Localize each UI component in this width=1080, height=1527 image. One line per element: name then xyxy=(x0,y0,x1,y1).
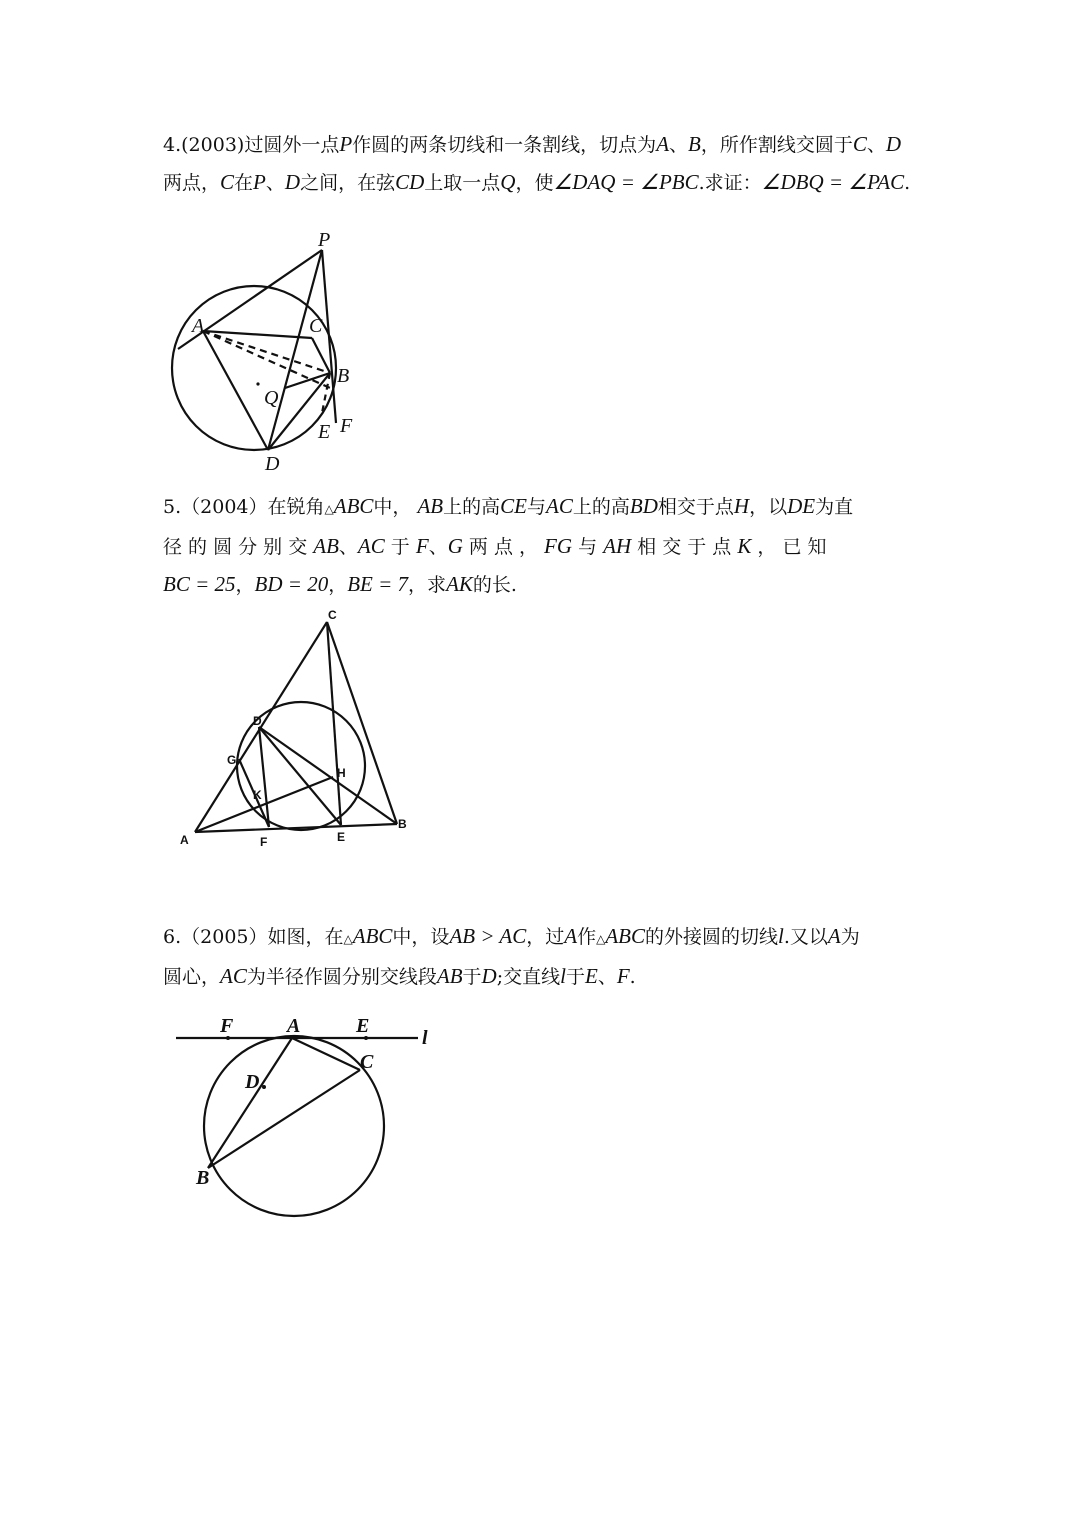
label-D: D xyxy=(245,1071,260,1093)
side-AB xyxy=(208,1038,292,1168)
label-C: C xyxy=(309,315,323,337)
problem-5-line-3: BC = 25，BD = 20，BE = 7，求AK的长. xyxy=(163,572,517,596)
label-P: P xyxy=(318,229,331,251)
label-E: E xyxy=(356,1015,370,1037)
label-l: l xyxy=(422,1027,428,1049)
problem-6-text xyxy=(163,918,923,996)
secant-PD xyxy=(268,250,322,450)
geometry-figure-5 xyxy=(175,592,420,864)
label-E: E xyxy=(337,830,346,844)
label-C: C xyxy=(328,608,337,622)
altitude-CE xyxy=(327,622,341,825)
geometry-figure-4 xyxy=(170,228,380,480)
segment-CB xyxy=(312,338,330,373)
problem-5-text xyxy=(163,488,923,604)
circumcircle xyxy=(204,1036,384,1216)
point-D xyxy=(262,1085,266,1089)
segment-DF xyxy=(259,727,269,827)
figure-problem-4 xyxy=(170,228,380,480)
label-A: A xyxy=(287,1015,301,1037)
label-Q: Q xyxy=(264,387,279,409)
figure-problem-5 xyxy=(175,592,420,864)
problem-4-text: 4.(2003)过圆外一点P作圆的两条切线和一条割线，切点为A、B，所作割线交圆于C、D 两点，C在P、D之间，在弦CD上取一点Q，使∠DAQ = ∠PBC.求证：∠DBQ = ∠PAC. xyxy=(163,132,911,194)
label-F: F xyxy=(260,835,268,849)
figure-problem-6 xyxy=(170,1008,450,1238)
problem-6-line-2: 圆心，AC为半径作圆分别交线段AB于D;交直线l于E、F. xyxy=(163,964,636,988)
segment-AD xyxy=(203,331,268,450)
center-point xyxy=(256,382,259,385)
side-BC xyxy=(208,1070,360,1168)
problem-6-line-1: 6.（2005）如图，在△ABC中，设AB > AC，过A作△ABC的外接圆的切线l.又以A为 xyxy=(163,924,860,948)
label-E: E xyxy=(318,421,331,443)
label-D: D xyxy=(265,453,280,475)
label-B: B xyxy=(196,1167,210,1189)
label-B: B xyxy=(398,817,407,831)
label-A: A xyxy=(180,833,189,847)
label-D: D xyxy=(253,714,262,728)
label-A: A xyxy=(192,315,205,337)
label-F: F xyxy=(220,1015,234,1037)
label-F: F xyxy=(340,415,353,437)
side-CB xyxy=(327,622,397,824)
label-G: G xyxy=(227,753,237,767)
label-B: B xyxy=(337,365,350,387)
geometry-figure-6 xyxy=(170,1008,450,1238)
label-H: H xyxy=(337,766,346,780)
label-C: C xyxy=(360,1051,374,1073)
label-K: K xyxy=(253,788,262,802)
problem-5-line-2: 径 的 圆 分 别 交 AB、AC 于 F、G 两 点 ， FG 与 AH 相 交 于 点 K ， 已 知 xyxy=(163,534,827,558)
problem-5-line-1: 5.（2004）在锐角△ABC中， AB上的高CE与AC上的高BD相交于点H，以DE为直 xyxy=(163,494,854,518)
